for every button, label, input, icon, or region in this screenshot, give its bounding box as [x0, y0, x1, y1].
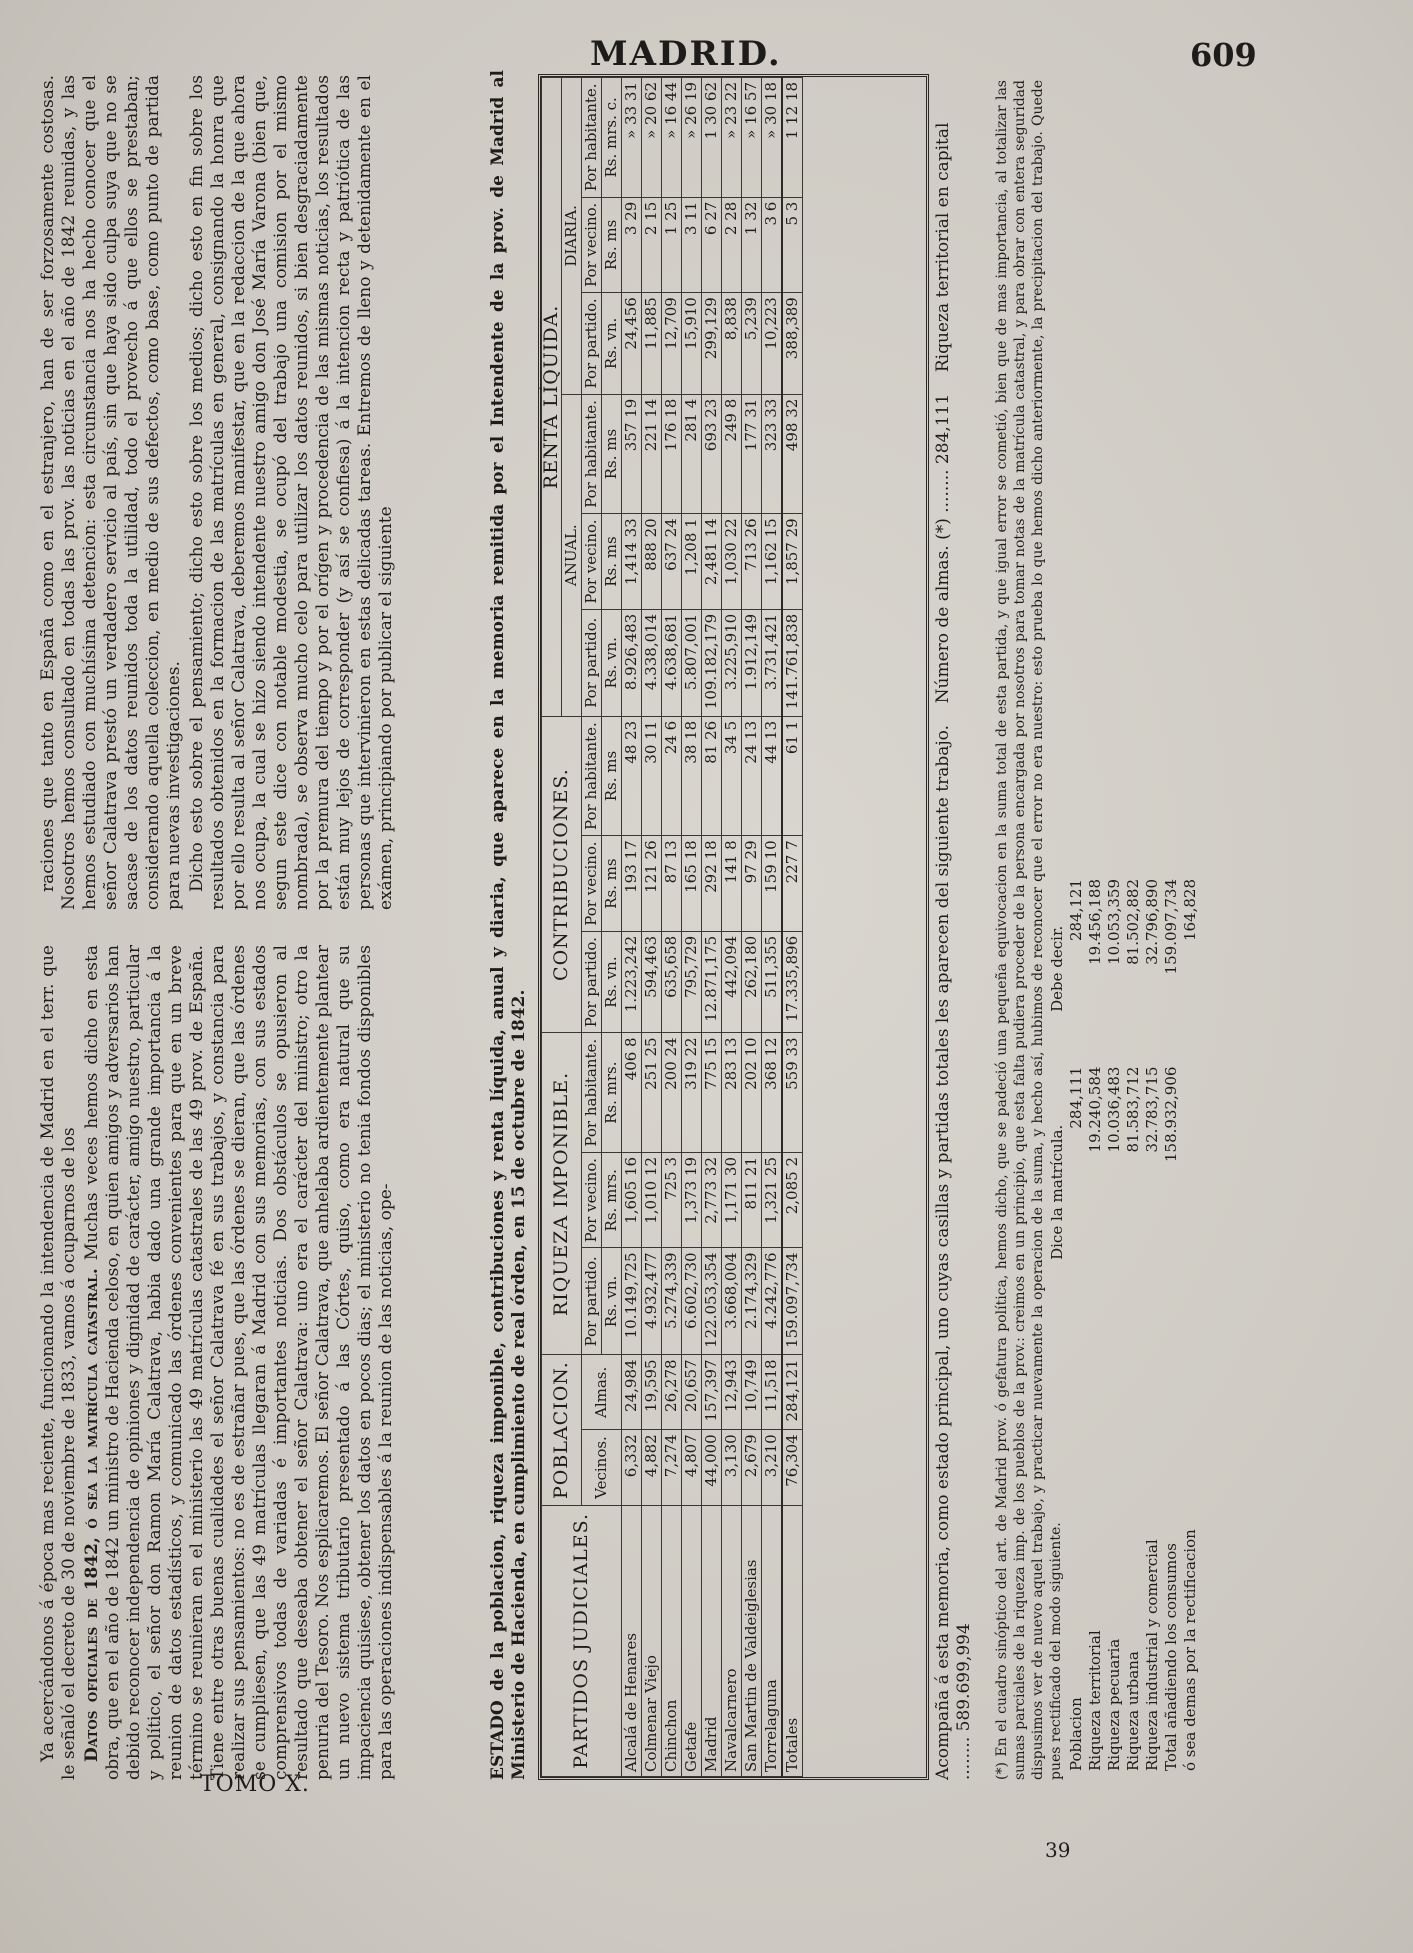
volume-label: TOMO X. — [200, 1772, 310, 1797]
cell-rp: 10.149,725 — [622, 1248, 642, 1355]
partido-name: San Martin de Valdeiglesias — [742, 1505, 762, 1776]
cell-dp: 299,129 — [702, 293, 722, 395]
page-header-title: MADRID. — [590, 34, 782, 74]
cell-vec: 3,210 — [762, 1430, 783, 1506]
rect-label: Riqueza industrial y comercial — [1143, 1539, 1161, 1771]
rect-label: Riqueza territorial — [1086, 1630, 1104, 1771]
rectification-body — [1067, 875, 1200, 1775]
cell-cv: 165 18 — [682, 836, 702, 931]
rectification-table — [1048, 775, 1200, 1775]
cell-alm: 12,943 — [722, 1355, 742, 1430]
almas-label: Número de almas. (*) — [933, 518, 953, 704]
cell-av: 713 26 — [742, 514, 762, 609]
cell-ch: 38 18 — [682, 716, 702, 836]
unit-label: Rs. ms — [602, 514, 622, 609]
header-por-habitante: Por habitante. — [582, 1033, 602, 1153]
header-almas: Almas. — [582, 1355, 622, 1430]
unit-label: Rs. vn. — [602, 609, 622, 716]
rect-debe: 19.456,188 — [1086, 879, 1104, 965]
cell-ah: 176 18 — [662, 394, 682, 514]
header-por-vecino: Por vecino. — [582, 197, 602, 292]
paragraph: Ya acercándonos á época mas reciente, funcionando la intendencia de Madrid en el terr. que le señaló el decreto de 30 de noviembre de 1833, vamos á ocuparnos de los — [38, 945, 79, 1780]
cell-rp: 6.602,730 — [682, 1248, 702, 1355]
rect-debe: 164,828 — [1181, 879, 1199, 942]
unit-label: Rs. vn. — [602, 1248, 622, 1355]
cell-vec: 3,130 — [722, 1430, 742, 1506]
text-column-right — [38, 75, 399, 910]
cell-ch: 81 26 — [702, 716, 722, 836]
cell-dp: 5,239 — [742, 293, 762, 395]
cell-alm: 11,518 — [762, 1355, 783, 1430]
rectification-row — [1124, 875, 1143, 1775]
partido-name: Torrelaguna — [762, 1505, 783, 1776]
unit-label: Rs. ms — [602, 394, 622, 514]
statistics-table — [541, 77, 803, 1777]
table-row — [662, 78, 682, 1777]
cell-av: 1,162 15 — [762, 514, 783, 609]
rectification-row — [1067, 875, 1086, 1775]
rect-label: Total añadiendo los consumos — [1162, 1543, 1180, 1771]
partido-name: Alcalá de Henares — [622, 1505, 642, 1776]
cell-av: 1,030 22 — [722, 514, 742, 609]
header-por-vecino: Por vecino. — [582, 514, 602, 609]
partido-name: Colmenar Viejo — [642, 1505, 662, 1776]
cell-dh: 1 30 62 — [702, 78, 722, 198]
cell-vec: 6,332 — [622, 1430, 642, 1506]
header-dice: Dice la matrícula. — [1048, 1124, 1066, 1260]
header-riqueza: RIQUEZA IMPONIBLE. — [542, 1033, 582, 1355]
paragraph: raciones que tanto en España como en el estranjero, han de ser forzosamente costosas. Nosotros hemos consultado en todas las prov. las noticias en el año de 1842 reunidas, y las hemos estudiado con muchísima detencion: esta circunstancia nos ha hecho conocer que el señor Calatrava prestó un verdadero servicio al país, sin que haya sido culpa suya que no se sacase de los datos reunidos toda la utilidad, todo el provecho á que ellos se prestaban; considerando aquella coleccion, en medio de sus defectos, como base, como punto de partida para nuevas investigaciones. — [38, 75, 184, 910]
cell-rh: 200 24 — [662, 1033, 682, 1153]
paragraph — [82, 945, 397, 1780]
cell-dp: 388,389 — [782, 293, 803, 395]
cell-rv: 811 21 — [742, 1153, 762, 1248]
cell-dh: 1 12 18 — [782, 78, 803, 198]
table-row — [702, 78, 722, 1777]
cell-cp: 1.223,242 — [622, 931, 642, 1033]
cell-dh: » 23 22 — [722, 78, 742, 198]
unit-label: Rs. vn. — [602, 293, 622, 395]
unit-label: Rs. ms — [602, 716, 622, 836]
partido-name: Totales — [782, 1505, 803, 1776]
cell-rv: 1,321 25 — [762, 1153, 783, 1248]
cell-cp: 795,729 — [682, 931, 702, 1033]
cell-rv: 2,085 2 — [782, 1153, 803, 1248]
rect-debe: 10.053,359 — [1105, 879, 1123, 965]
cell-cp: 262,180 — [742, 931, 762, 1033]
cell-ch: 24 6 — [662, 716, 682, 836]
cell-rp: 2.174,329 — [742, 1248, 762, 1355]
cell-vec: 44,000 — [702, 1430, 722, 1506]
cell-vec: 2,679 — [742, 1430, 762, 1506]
footnote: (*) En el cuadro sinóptico del art. de Madrid prov. ó gefatura política, hemos dicho, que se padeció una pequeña equivocacion en la suma total de esta partida, y que igual error se cometió, bien que de mas importancia, al totalizar las sumas parciales de la riqueza imp. de los pueblos de la prov.: creimos en un principio, que esta falta pudiera proceder de la persona encargada por nosotros para tomar notas de la matrícula catastral, y para obrar con entera seguridad dispusimos ver de nuevo aquel trabajo, y practicar nuevamente la operacion de la suma, y hecho así, hubimos de reconocer que el error no era nuestro: esto prueba lo que hemos dicho anteriormente, la precipitacion del trabajo. Quede pues rectificado del modo siguiente. — [994, 80, 1064, 1780]
cell-rv: 1,010 12 — [642, 1153, 662, 1248]
rotated-content — [38, 70, 1199, 1780]
partido-name: Getafe — [682, 1505, 702, 1776]
header-diaria: DIARIA. — [562, 78, 582, 395]
cell-ch: 44 13 — [762, 716, 783, 836]
unit-label: Rs. ms — [602, 197, 622, 292]
cell-alm: 284,121 — [782, 1355, 803, 1430]
cell-ap: 3.731,421 — [762, 609, 783, 716]
cell-dh: » 16 44 — [662, 78, 682, 198]
cell-ah: 498 32 — [782, 394, 803, 514]
cell-dh: » 20 62 — [642, 78, 662, 198]
cell-ch: 24 13 — [742, 716, 762, 836]
rect-dice: 19.240,584 — [1086, 1066, 1104, 1153]
cell-dp: 24,456 — [622, 293, 642, 395]
cell-ap: 109.182,179 — [702, 609, 722, 716]
cell-rh: 283 13 — [722, 1033, 742, 1153]
cell-rp: 5.274,339 — [662, 1248, 682, 1355]
header-por-partido: Por partido. — [582, 1248, 602, 1355]
header-anual: ANUAL. — [562, 394, 582, 716]
cell-dh: » 16 57 — [742, 78, 762, 198]
cell-rh: 202 10 — [742, 1033, 762, 1153]
cell-ap: 4.638,681 — [662, 609, 682, 716]
riqueza-value: 589.699,994 — [954, 1623, 974, 1732]
cell-rv: 1,373 19 — [682, 1153, 702, 1248]
cell-ch: 34 5 — [722, 716, 742, 836]
cell-ap: 4.338,014 — [642, 609, 662, 716]
cell-dp: 15,910 — [682, 293, 702, 395]
cell-rh: 251 25 — [642, 1033, 662, 1153]
cell-dp: 10,223 — [762, 293, 783, 395]
cell-alm: 26,278 — [662, 1355, 682, 1430]
rect-debe: 32.796,890 — [1143, 879, 1161, 965]
header-por-habitante: Por habitante. — [582, 78, 602, 198]
totals-row — [782, 78, 803, 1777]
rect-dice: 10.036,483 — [1105, 1066, 1123, 1153]
cell-dh: » 33 31 — [622, 78, 642, 198]
text-columns — [38, 70, 488, 1780]
rect-label: Poblacion — [1067, 1697, 1085, 1771]
cell-dv: 3 29 — [622, 197, 642, 292]
cell-rh: 368 12 — [762, 1033, 783, 1153]
cell-ah: 249 8 — [722, 394, 742, 514]
cell-dh: » 30 18 — [762, 78, 783, 198]
table-row — [642, 78, 662, 1777]
cell-vec: 7,274 — [662, 1430, 682, 1506]
text-column-left — [38, 945, 399, 1780]
cell-dp: 11,885 — [642, 293, 662, 395]
cell-alm: 19,595 — [642, 1355, 662, 1430]
cell-av: 637 24 — [662, 514, 682, 609]
cell-dv: 2 28 — [722, 197, 742, 292]
cell-dv: 1 32 — [742, 197, 762, 292]
unit-label: Rs. mrs. — [602, 1153, 622, 1248]
cell-alm: 24,984 — [622, 1355, 642, 1430]
rect-label: Riqueza pecuaria — [1105, 1638, 1123, 1771]
cell-rh: 559 33 — [782, 1033, 803, 1153]
partido-name: Chinchon — [662, 1505, 682, 1776]
header-poblacion: POBLACION. — [542, 1355, 582, 1505]
cell-ah: 323 33 — [762, 394, 783, 514]
cell-cp: 635,658 — [662, 931, 682, 1033]
unit-label: Rs. mrs. — [602, 1033, 622, 1153]
cell-rv: 725 3 — [662, 1153, 682, 1248]
unit-label: Rs. ms — [602, 836, 622, 931]
cell-cv: 97 29 — [742, 836, 762, 931]
unit-label: Rs. mrs. c. — [602, 78, 622, 198]
cell-cv: 193 17 — [622, 836, 642, 931]
cell-dv: 3 6 — [762, 197, 783, 292]
cell-alm: 157,397 — [702, 1355, 722, 1430]
cell-rh: 319 22 — [682, 1033, 702, 1153]
unit-label: Rs. vn. — [602, 931, 622, 1033]
table-row — [742, 78, 762, 1777]
partido-name: Madrid — [702, 1505, 722, 1776]
header-renta: RENTA LÍQUIDA. — [542, 78, 562, 717]
cell-ah: 281 4 — [682, 394, 702, 514]
cell-alm: 10,749 — [742, 1355, 762, 1430]
cell-rv: 1,171 30 — [722, 1153, 742, 1248]
cell-cp: 511,355 — [762, 931, 783, 1033]
table-body — [622, 78, 803, 1777]
cell-rv: 1,605 16 — [622, 1153, 642, 1248]
header-por-partido: Por partido. — [582, 609, 602, 716]
cell-rp: 159.097,734 — [782, 1248, 803, 1355]
cell-ap: 8.926,483 — [622, 609, 642, 716]
table-caption: ESTADO de la poblacion, riqueza imponible, contribuciones y renta líquida, anual y diaria, que aparece en la memoria remitida por el Intendente de la prov. de Madrid al Ministerio de Hacienda, en cumplimiento de real órden, en 15 de octubre de 1842. — [488, 70, 529, 1780]
partido-name: Navalcarnero — [722, 1505, 742, 1776]
rect-debe: 81.502,882 — [1124, 879, 1142, 965]
paragraph-text: Muchas veces hemos dicho en esta obra, que en el año de 1842 un ministro de Hacienda celoso, en quien amigos y adversarios han debido reconocer independencia de opiniones y dignidad de carácter, amigo nuestro, particular y político, el señor don Ramon María Calatrava, habia dado una grande importancia á la reunion de datos estadísticos, y comunicado las órdenes convenientes para que en un breve término se reunieran en el ministerio las 49 matrículas catastrales de las 49 prov. de España. Tiene entre otras buenas cualidades el señor Calatrava fé en sus trabajos, y constancia para realizar sus pensamientos: no es de estrañar pues, que las órdenes se dieran, que las órdenes se cumpliesen, que las 49 matrículas llegaran á Madrid con sus memorias, con sus estados comprensivos todas de variadas é importantes noticias. Dos obstáculos se opusieron al resultado que deseaba obtener el señor Calatrava: uno era el carácter del ministro; otro la penuria del Tesoro. Nos esplicaremos. El señor Calatrava, que anhelaba ardientemente plantear un nuevo sistema tributario presentado á las Córtes, quiso, como era natural que su impaciencia quisiese, obtener los datos en pocos dias; el ministerio no tenia fondos disponibles para las operaciones indispensables á la reunion de las noticias, ope- — [82, 944, 396, 1780]
almas-value: 284,111 — [933, 393, 953, 465]
header-vecinos: Vecinos. — [582, 1430, 622, 1506]
cell-ap: 141.761,838 — [782, 609, 803, 716]
header-por-partido: Por partido. — [582, 931, 602, 1033]
rectification-row — [1086, 875, 1105, 1775]
cell-vec: 4,882 — [642, 1430, 662, 1506]
cell-dv: 1 25 — [662, 197, 682, 292]
table-row — [722, 78, 742, 1777]
cell-ch: 30 11 — [642, 716, 662, 836]
table-row — [682, 78, 702, 1777]
cell-vec: 76,304 — [782, 1430, 803, 1506]
cell-dv: 3 11 — [682, 197, 702, 292]
cell-cv: 159 10 — [762, 836, 783, 931]
cell-rh: 775 15 — [702, 1033, 722, 1153]
cell-dv: 6 27 — [702, 197, 722, 292]
rect-dice — [1181, 1063, 1200, 1323]
paragraph: Dicho esto sobre el pensamiento; dicho esto sobre los medios; dicho esto en fin sobre los resultados obtenidos en la formacion de las matrículas en general, consignando la honra que por ello resulta al señor Calatrava, deberemos manifestar, que en la redaccion de la que ahora nos ocupa, la cual se hizo siendo intendente nuestro amigo don José María Varona (bien que, segun este dice con notable modestia, se ocupó del trabajo una comision por el mismo nombrada), se observa mucho celo para utilizar los datos reunidos, si bien desgraciadamente por la premura del tiempo y por el orígen y procedencia de las mismas noticias, los resultados están muy lejos de corresponder (y así se confiesa) á la intencion recta y patriótica de las personas que intervinieron en estas delicadas tareas. Entremos de lleno y detenidamente en el exámen, principiando por publicar el siguiente — [187, 75, 396, 910]
header-debe: Debe decir. — [1048, 925, 1066, 1012]
cell-dv: 5 3 — [782, 197, 803, 292]
header-partidos: PARTIDOS JUDICIALES. — [542, 1505, 622, 1776]
cell-ap: 5.807,001 — [682, 609, 702, 716]
cell-cv: 141 8 — [722, 836, 742, 931]
cell-dp: 8,838 — [722, 293, 742, 395]
cell-ah: 177 31 — [742, 394, 762, 514]
cell-ch: 48 23 — [622, 716, 642, 836]
cell-ap: 3.225,910 — [722, 609, 742, 716]
after-table-block: Acompaña á esta memoria, como estado principal, uno cuyas casillas y partidas totales les aparecen del siguiente trabajo. Número de almas. (*) ........ 284,111 Riqueza territorial en capital ........ 589.699,994 — [933, 122, 974, 1780]
header-por-habitante: Por habitante. — [582, 716, 602, 836]
header-por-partido: Por partido. — [582, 293, 602, 395]
section-heading: Datos oficiales de 1842, ó sea la matrícula catastral. — [82, 1268, 102, 1762]
cell-ap: 1.912,149 — [742, 609, 762, 716]
statistics-table-frame — [538, 74, 929, 1780]
cell-dp: 12,709 — [662, 293, 682, 395]
table-row — [762, 78, 783, 1777]
blank — [1048, 1322, 1067, 1775]
rect-label: ó sea demas por la rectificacion — [1181, 1529, 1199, 1771]
cell-rh: 406 8 — [622, 1033, 642, 1153]
cell-dh: » 26 19 — [682, 78, 702, 198]
cell-dv: 2 15 — [642, 197, 662, 292]
table-row — [622, 78, 642, 1777]
cell-cv: 227 7 — [782, 836, 803, 931]
rect-label: Riqueza urbana — [1124, 1651, 1142, 1771]
cell-rp: 4.242,776 — [762, 1248, 783, 1355]
cell-cp: 12.871,175 — [702, 931, 722, 1033]
cell-ch: 61 1 — [782, 716, 803, 836]
cell-ah: 221 14 — [642, 394, 662, 514]
cell-cp: 17.335,896 — [782, 931, 803, 1033]
cell-cv: 121 26 — [642, 836, 662, 931]
rect-debe: 284,121 — [1067, 879, 1085, 942]
header-contribuciones: CONTRIBUCIONES. — [542, 716, 582, 1033]
rect-dice: 284,111 — [1067, 1066, 1085, 1129]
rectification-row — [1162, 875, 1181, 1775]
rect-dice: 158.932,906 — [1162, 1066, 1180, 1163]
cell-rp: 122.053,354 — [702, 1248, 722, 1355]
header-por-vecino: Por vecino. — [582, 836, 602, 931]
header-por-vecino: Por vecino. — [582, 1153, 602, 1248]
cell-av: 1,208 1 — [682, 514, 702, 609]
cell-cv: 292 18 — [702, 836, 722, 931]
rect-dice: 81.583,712 — [1124, 1066, 1142, 1153]
cell-rp: 4.932,477 — [642, 1248, 662, 1355]
page-number: 609 — [1190, 36, 1257, 74]
rect-dice: 32.783,715 — [1143, 1066, 1161, 1153]
cell-ah: 357 19 — [622, 394, 642, 514]
cell-av: 888 20 — [642, 514, 662, 609]
rectification-row — [1143, 875, 1162, 1775]
cell-vec: 4,807 — [682, 1430, 702, 1506]
rectification-row — [1181, 875, 1200, 1775]
cell-rv: 2,773 32 — [702, 1153, 722, 1248]
after-table-text: Acompaña á esta memoria, como estado principal, uno cuyas casillas y partidas totales les aparecen del siguiente trabajo. — [933, 725, 953, 1780]
riqueza-label: Riqueza territorial en capital — [933, 122, 953, 373]
cell-cp: 594,463 — [642, 931, 662, 1033]
rectification-row — [1105, 875, 1124, 1775]
signature-mark: 39 — [1045, 1838, 1071, 1862]
cell-cp: 442,094 — [722, 931, 742, 1033]
cell-alm: 20,657 — [682, 1355, 702, 1430]
cell-rp: 3.668,004 — [722, 1248, 742, 1355]
rectification-grid — [1048, 875, 1200, 1775]
cell-cv: 87 13 — [662, 836, 682, 931]
cell-av: 2,481 14 — [702, 514, 722, 609]
cell-ah: 693 23 — [702, 394, 722, 514]
cell-av: 1,857 29 — [782, 514, 803, 609]
header-por-habitante: Por habitante. — [582, 394, 602, 514]
rect-debe: 159.097,734 — [1162, 879, 1180, 975]
cell-av: 1,414 33 — [622, 514, 642, 609]
